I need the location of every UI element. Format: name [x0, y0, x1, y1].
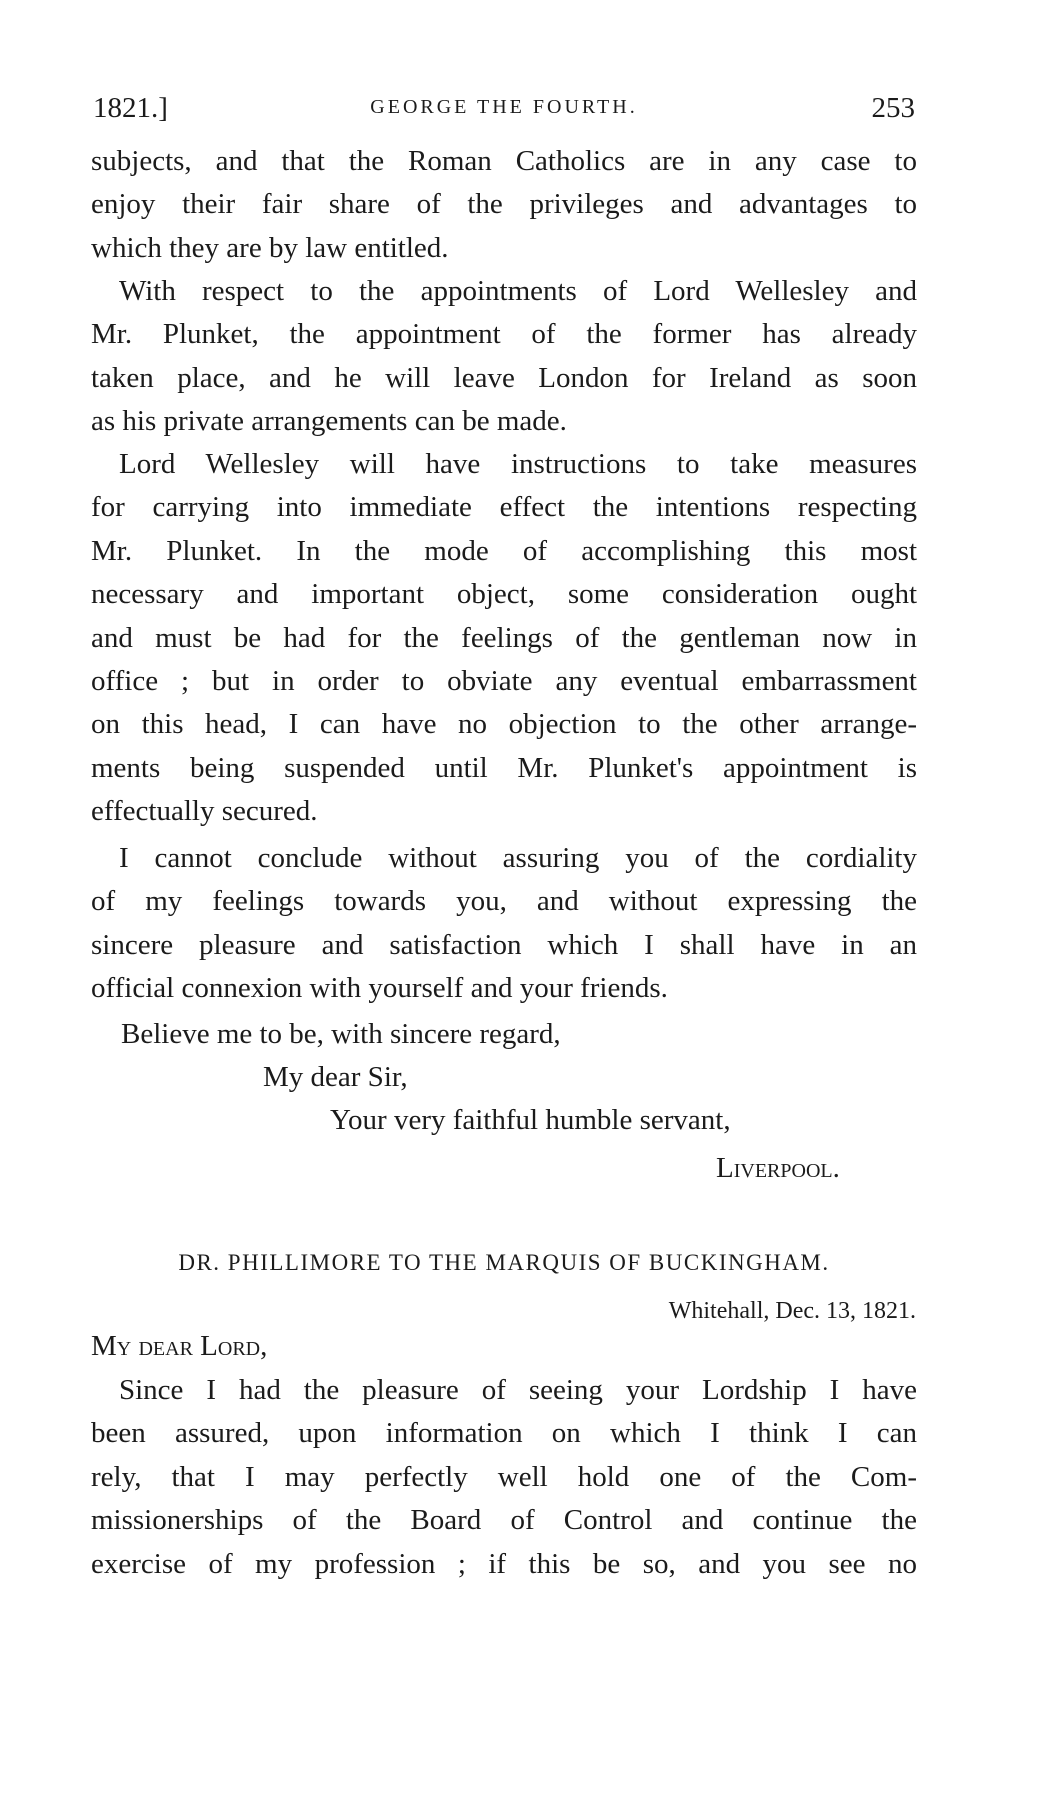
- text-line: Lord Wellesley will have instructions to take measures: [119, 448, 917, 480]
- text-line: which they are by law entitled.: [91, 231, 449, 264]
- text-line: effectually secured.: [91, 795, 318, 828]
- text-line: Mr. Plunket. In the mode of accomplishing this most: [91, 534, 917, 567]
- text-line: rely, that I may perfectly well hold one of the Com-: [91, 1460, 917, 1493]
- text-line: I cannot conclude without assuring you of the cordiality: [119, 842, 917, 874]
- salutation: My dear Lord,: [91, 1330, 268, 1362]
- text-line: With respect to the appointments of Lord Wellesley and: [119, 275, 917, 307]
- dateline: Whitehall, Dec. 13, 1821.: [668, 1298, 916, 1324]
- text-line: and must be had for the feelings of the gentleman now in: [91, 621, 917, 654]
- paragraph-4: [91, 837, 917, 1011]
- text-line: sincere pleasure and satisfaction which I shall have in an: [91, 928, 917, 961]
- text-line: official connexion with yourself and your friends.: [91, 972, 668, 1005]
- text-line: missionerships of the Board of Control and continue the: [91, 1504, 917, 1537]
- text-line: for carrying into immediate effect the intentions respecting: [91, 491, 917, 524]
- closing-line: Believe me to be, with sincere regard,: [121, 1018, 561, 1050]
- signature: Liverpool.: [716, 1152, 840, 1184]
- text-line: enjoy their fair share of the privileges and advantages to: [91, 188, 917, 221]
- text-line: taken place, and he will leave London for Ireland as soon: [91, 361, 917, 394]
- text-line: office ; but in order to obviate any eventual embarrassment: [91, 664, 917, 697]
- paragraph-3: [91, 443, 917, 834]
- text-line: as his private arrangements can be made.: [91, 405, 567, 438]
- text-line: exercise of my profession ; if this be so, and you see no: [91, 1547, 917, 1580]
- closing-line: My dear Sir,: [263, 1061, 408, 1093]
- running-header: [93, 92, 915, 132]
- paragraph-2: [91, 270, 917, 444]
- running-title: GEORGE THE FOURTH.: [370, 96, 638, 118]
- paragraph-5: [91, 1369, 917, 1586]
- letter-heading: DR. PHILLIMORE TO THE MARQUIS OF BUCKINGHAM.: [178, 1250, 830, 1275]
- text-line: Since I had the pleasure of seeing your Lordship I have: [119, 1374, 917, 1406]
- page-number: 253: [871, 92, 915, 124]
- text-line: of my feelings towards you, and without expressing the: [91, 885, 917, 918]
- text-line: necessary and important object, some consideration ought: [91, 578, 917, 611]
- text-line: on this head, I can have no objection to the other arrange-: [91, 708, 917, 741]
- paragraph-1: [91, 140, 917, 270]
- closing-line: Your very faithful humble servant,: [330, 1104, 731, 1136]
- text-line: ments being suspended until Mr. Plunket's appointment is: [91, 751, 917, 784]
- text-line: Mr. Plunket, the appointment of the former has already: [91, 318, 917, 351]
- text-line: subjects, and that the Roman Catholics are in any case to: [91, 145, 917, 177]
- text-line: been assured, upon information on which I think I can: [91, 1417, 917, 1450]
- header-year: 1821.]: [93, 92, 168, 124]
